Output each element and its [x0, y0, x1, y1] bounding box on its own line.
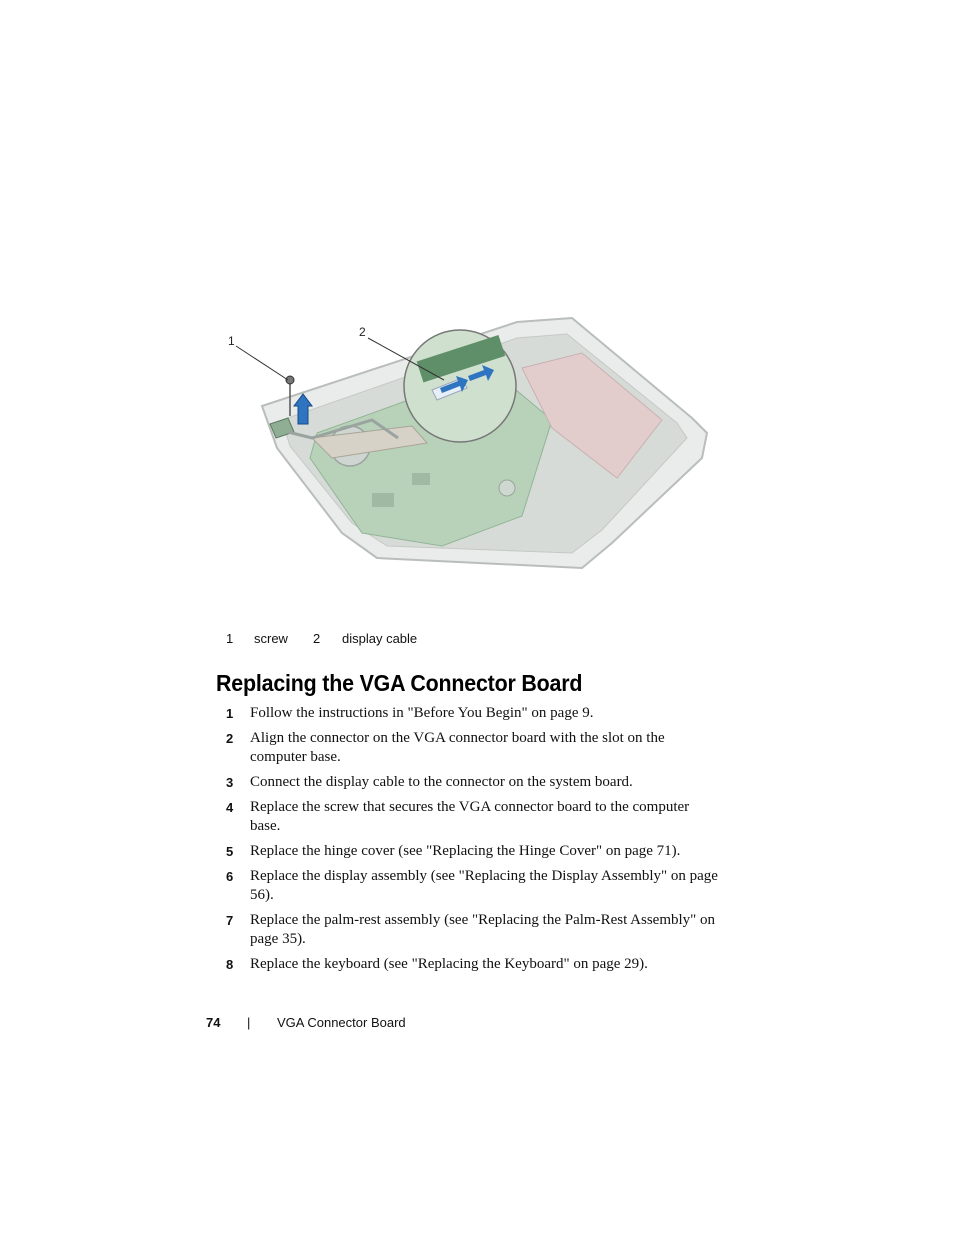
step-number: 1	[226, 706, 234, 721]
step-item	[226, 842, 726, 861]
step-item	[226, 798, 726, 836]
step-text: Replace the display assembly (see "Replacing the Display Assembly" on page 56).	[250, 868, 718, 903]
step-item	[226, 867, 726, 905]
step-item	[226, 911, 726, 949]
callout-leader-1	[236, 346, 288, 380]
step-number: 8	[226, 957, 234, 972]
step-item	[226, 773, 726, 792]
step-number: 2	[226, 731, 234, 746]
step-text: Replace the palm-rest assembly (see "Replacing the Palm-Rest Assembly" on page 35).	[250, 912, 716, 947]
step-text: Connect the display cable to the connector on the system board.	[250, 774, 633, 790]
step-number: 6	[226, 869, 234, 884]
step-text: Align the connector on the VGA connector board with the slot on the computer base.	[250, 730, 665, 765]
legend-label-display-cable: display cable	[342, 631, 418, 646]
computer-base-drawing	[222, 308, 714, 590]
step-number: 4	[226, 800, 234, 815]
step-item	[226, 955, 726, 974]
legend-num-1: 1	[226, 631, 234, 646]
step-text: Replace the hinge cover (see "Replacing the Hinge Cover" on page 71).	[250, 843, 681, 859]
callout-2: 2	[359, 325, 366, 339]
legend-num-2: 2	[313, 631, 321, 646]
page-number: 74	[206, 1015, 221, 1030]
step-number: 7	[226, 913, 234, 928]
step-text: Replace the keyboard (see "Replacing the Keyboard" on page 29).	[250, 956, 648, 972]
section-heading: Replacing the VGA Connector Board	[216, 670, 583, 696]
coin-battery-icon	[499, 480, 515, 496]
step-number: 5	[226, 844, 234, 859]
step-text: Follow the instructions in "Before You Begin" on page 9.	[250, 705, 594, 721]
legend-label-screw: screw	[254, 631, 288, 646]
step-number: 3	[226, 775, 234, 790]
chip	[412, 473, 430, 485]
footer-separator: |	[247, 1015, 251, 1030]
step-text: Replace the screw that secures the VGA connector board to the computer base.	[250, 799, 690, 834]
chip	[372, 493, 394, 507]
callout-1: 1	[228, 334, 235, 348]
procedure-steps	[226, 704, 726, 980]
vga-board-illustration	[222, 308, 714, 590]
footer-section-title: VGA Connector Board	[277, 1015, 406, 1030]
step-item	[226, 729, 726, 767]
step-item	[226, 704, 726, 723]
